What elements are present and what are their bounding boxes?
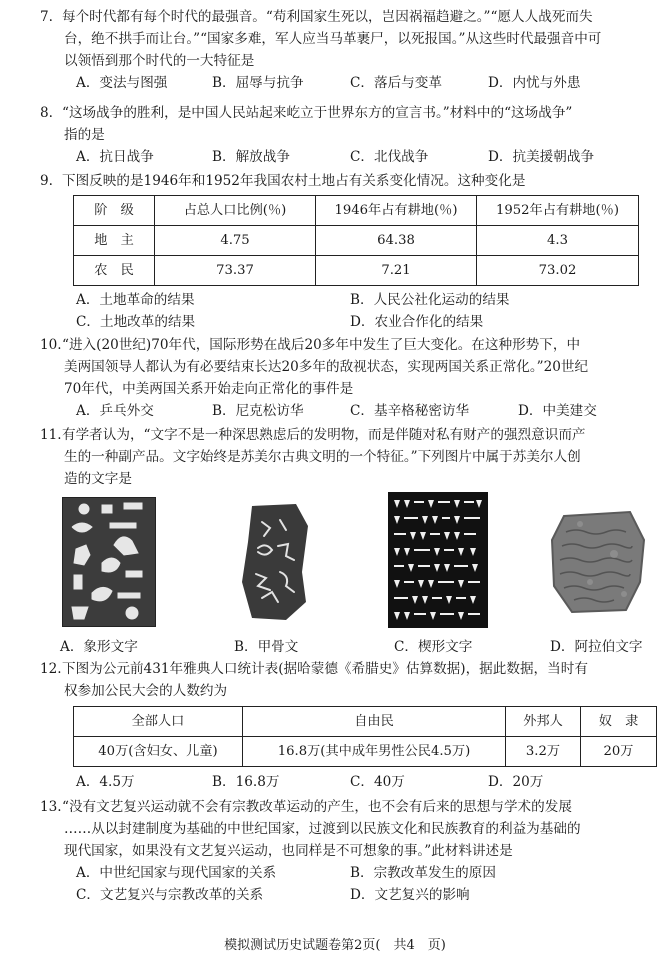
question-stem: 9. 下图反映的是1946年和1952年我国农村土地占有关系变化情况。这种变化是 <box>40 170 658 192</box>
page-footer: 模拟测试历史试题卷第2页( 共4 页) <box>224 938 446 953</box>
athens-population-table <box>73 706 657 767</box>
question-number: 10. <box>40 337 62 353</box>
question-stem: 13.“没有文艺复兴运动就不会有宗教改革运动的产生，也不会有后来的思想与学术的发展 <box>40 796 658 818</box>
question-number: 12. <box>40 661 62 677</box>
table-cell: 64.38 <box>316 226 477 256</box>
options-row <box>40 289 658 311</box>
option-c[interactable]: C．基辛格秘密访华 <box>350 403 470 419</box>
question-11: 11.有学者认为，“文字不是一种深思熟虑后的发明物，而是伴随对私有财产的强烈意识而产 生的一种副产品。文字始终是苏美尔古典文明的一个特征。”下列图片中属于苏美尔人创 造的文字是 <box>40 424 658 490</box>
table-cell: 农 民 <box>74 256 155 286</box>
script-images <box>40 492 660 632</box>
table-header-cell: 占总人口比例(％) <box>155 196 316 226</box>
table-header-row <box>74 707 657 737</box>
question-12-options <box>40 771 658 793</box>
arabic-script-image[interactable] <box>550 510 646 614</box>
land-ownership-table <box>73 195 639 286</box>
option-c[interactable]: C．文艺复兴与宗教改革的关系 <box>76 887 264 903</box>
option-a[interactable]: A．变法与图强 <box>76 75 168 91</box>
hieroglyph-image[interactable] <box>62 497 156 627</box>
table-cell: 7.21 <box>316 256 477 286</box>
table-cell: 73.37 <box>155 256 316 286</box>
question-stem: 12.下图为公元前431年雅典人口统计表(据哈蒙德《希腊史》估算数据)，据此数据，当时有 <box>40 658 658 680</box>
options-row <box>40 72 658 94</box>
option-a[interactable]: A．4.5万 <box>76 774 135 790</box>
question-9-options <box>40 289 658 333</box>
table-header-cell: 自由民 <box>243 707 506 737</box>
table-cell: 3.2万 <box>506 737 581 767</box>
table-cell: 73.02 <box>477 256 639 286</box>
option-a[interactable]: A．乒乓外交 <box>76 403 154 419</box>
image-options <box>40 636 660 658</box>
option-c[interactable]: C．落后与变革 <box>350 75 442 91</box>
question-number: 7. <box>40 9 53 25</box>
question-stem: 8. “这场战争的胜利，是中国人民站起来屹立于世界东方的宣言书。”材料中的“这场战争” <box>40 102 658 124</box>
options-row <box>40 311 658 333</box>
option-b[interactable]: B．人民公社化运动的结果 <box>350 292 510 308</box>
question-12: 12.下图为公元前431年雅典人口统计表(据哈蒙德《希腊史》估算数据)，据此数据，当时有 权参加公民大会的人数约为 <box>40 658 658 702</box>
table-cell: 4.3 <box>477 226 639 256</box>
option-d[interactable]: D．内忧与外患 <box>488 75 581 91</box>
table-cell: 20万 <box>581 737 657 767</box>
option-d[interactable]: D．抗美援朝战争 <box>488 149 595 165</box>
options-row <box>40 771 658 793</box>
question-number: 8. <box>40 105 53 121</box>
options-row <box>40 146 658 168</box>
table-header-cell: 奴 隶 <box>581 707 657 737</box>
option-c[interactable]: C．北伐战争 <box>350 149 429 165</box>
question-number: 11. <box>40 427 62 443</box>
table-cell: 地 主 <box>74 226 155 256</box>
question-stem: 11.有学者认为，“文字不是一种深思熟虑后的发明物，而是伴随对私有财产的强烈意识而产 <box>40 424 658 446</box>
option-b[interactable]: B．宗教改革发生的原因 <box>350 865 496 881</box>
question-stem: 10.“进入(20世纪)70年代，国际形势在战后20多年中发生了巨大变化。在这种形势下，中 <box>40 334 658 356</box>
table-header-row <box>74 196 639 226</box>
option-b[interactable]: B．屈辱与抗争 <box>212 75 304 91</box>
table-cell: 40万(含妇女、儿童) <box>74 737 243 767</box>
question-number: 9. <box>40 173 53 189</box>
question-10: 10.“进入(20世纪)70年代，国际形势在战后20多年中发生了巨大变化。在这种形势下，中 美两国领导人都认为有必要结束长达20多年的敌视状态，实现两国关系正常化。”20世纪 70年代，中美两国关系开始走向正常化的事件是 A．乒乓外交 B．尼克松访华 C．基辛格秘密访华 D．中美建交 <box>40 334 658 422</box>
option-a[interactable]: A．抗日战争 <box>76 149 154 165</box>
option-a[interactable]: A．土地革命的结果 <box>76 292 195 308</box>
table-row <box>74 256 639 286</box>
table-cell: 16.8万(其中成年男性公民4.5万) <box>243 737 506 767</box>
question-13: 13.“没有文艺复兴运动就不会有宗教改革运动的产生，也不会有后来的思想与学术的发展 ……从以封建制度为基础的中世纪国家，过渡到以民族文化和民族教育的利益为基础的 现代国家，如果没有文艺复兴运动，也同样是不可想象的事。”此材料讲述是 A．中世纪国家与现代国家的关系 B．宗教改革发生的原因 C．文艺复兴与宗教改革的关系 D．文艺复兴的影响 <box>40 796 658 906</box>
table-row <box>74 226 639 256</box>
question-9 <box>40 170 658 192</box>
option-d[interactable]: D．阿拉伯文字 <box>550 639 643 655</box>
table-header-cell: 阶 级 <box>74 196 155 226</box>
option-d[interactable]: D．文艺复兴的影响 <box>350 887 470 903</box>
option-a[interactable]: A．中世纪国家与现代国家的关系 <box>76 865 277 881</box>
option-c[interactable]: C．土地改革的结果 <box>76 314 196 330</box>
options-row <box>40 862 658 884</box>
question-number: 13. <box>40 799 62 815</box>
table-header-cell: 全部人口 <box>74 707 243 737</box>
question-7: 7. 每个时代都有每个时代的最强音。“苟利国家生死以，岂因祸福趋避之。”“愿人人战死而失 台，绝不拱手而让台。”“国家多难，军人应当马革裹尸，以死报国。”从这些时代最强音中可 以领悟到那个时代的一大特征是 A．变法与图强 B．屈辱与抗争 C．落后与变革 D．内忧与外患 <box>40 6 658 94</box>
table-row <box>74 737 657 767</box>
table-header-cell: 1952年占有耕地(％) <box>477 196 639 226</box>
option-a[interactable]: A．象形文字 <box>60 639 138 655</box>
option-d[interactable]: D．中美建交 <box>518 403 597 419</box>
oracle-bone-image[interactable] <box>240 502 310 622</box>
table-cell: 4.75 <box>155 226 316 256</box>
option-b[interactable]: B．甲骨文 <box>234 639 299 655</box>
question-stem: 7. 每个时代都有每个时代的最强音。“苟利国家生死以，岂因祸福趋避之。”“愿人人战死而失 <box>40 6 658 28</box>
option-b[interactable]: B．解放战争 <box>212 149 290 165</box>
option-b[interactable]: B．16.8万 <box>212 774 280 790</box>
option-d[interactable]: D．20万 <box>488 774 544 790</box>
options-row <box>40 884 658 906</box>
option-c[interactable]: C．40万 <box>350 774 405 790</box>
cuneiform-image[interactable] <box>388 492 488 628</box>
table-header-cell: 1946年占有耕地(％) <box>316 196 477 226</box>
question-8: 8. “这场战争的胜利，是中国人民站起来屹立于世界东方的宣言书。”材料中的“这场战争” 指的是 A．抗日战争 B．解放战争 C．北伐战争 D．抗美援朝战争 <box>40 102 658 168</box>
option-d[interactable]: D．农业合作化的结果 <box>350 314 484 330</box>
table-header-cell: 外邦人 <box>506 707 581 737</box>
option-b[interactable]: B．尼克松访华 <box>212 403 304 419</box>
options-row <box>40 400 658 422</box>
option-c[interactable]: C．楔形文字 <box>394 639 473 655</box>
